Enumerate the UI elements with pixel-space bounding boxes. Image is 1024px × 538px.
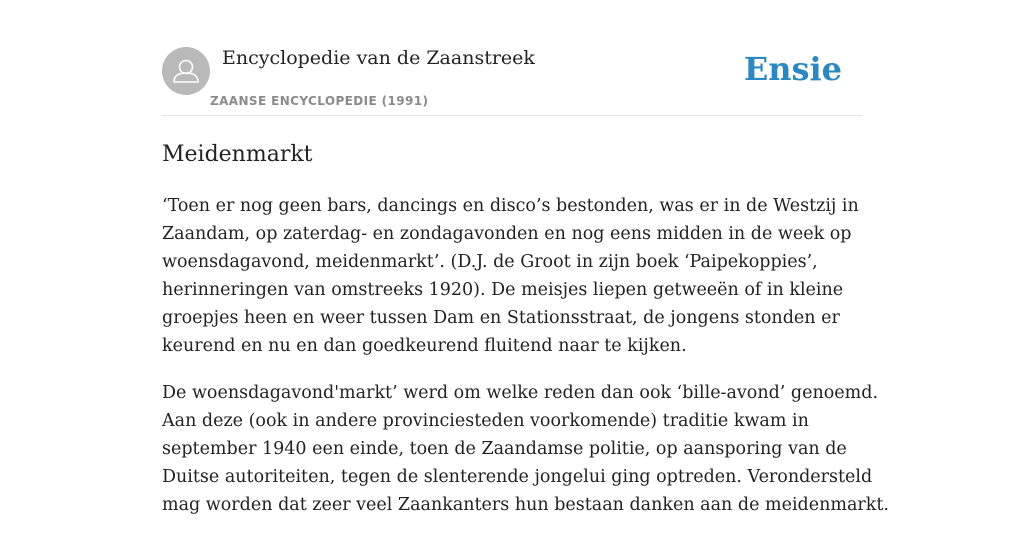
article-title: Meidenmarkt [162,142,313,167]
page [162,0,889,515]
source-subtitle: ZAANSE ENCYCLOPEDIE (1991) [210,94,429,108]
text-line: Aan deze (ook in andere provinciesteden voorkomende) traditie kwam in [162,411,809,431]
text-line: woensdagavond, meidenmarkt’. (D.J. de Groot in zijn boek ‘Paipekoppies’, [162,252,818,272]
text-line: keurend en nu en dan goedkeurend fluitend naar te kijken. [162,336,687,356]
text-line: groepjes heen en weer tussen Dam en Stationsstraat, de jongens stonden er [162,308,840,328]
source-header [162,0,862,116]
text-line: ‘Toen er nog geen bars, dancings en disco’s bestonden, was er in de Westzij in [162,196,859,216]
text-line: mag worden dat zeer veel Zaankanters hun bestaan danken aan de meidenmarkt. [162,495,889,515]
text-line: herinneringen van omstreeks 1920). De meisjes liepen getweeën of in kleine [162,280,844,300]
article-paragraph [162,192,862,360]
ensie-logo[interactable]: Ensie [743,50,842,88]
source-title-link[interactable]: Encyclopedie van de Zaanstreek [222,47,535,69]
avatar[interactable] [162,47,210,95]
user-silhouette-icon [162,47,210,95]
article-paragraph [162,379,889,519]
article-body [162,192,889,538]
text-line: september 1940 een einde, toen de Zaandamse politie, op aansporing van de [162,439,847,459]
text-line: Duitse autoriteiten, tegen de slenterende jongelui ging optreden. Verondersteld [162,467,873,487]
text-line: Zaandam, op zaterdag- en zondagavonden en nog eens midden in de week op [162,224,852,244]
text-line: De woensdagavond'markt’ werd om welke reden dan ook ‘bille-avond’ genoemd. [162,383,879,403]
